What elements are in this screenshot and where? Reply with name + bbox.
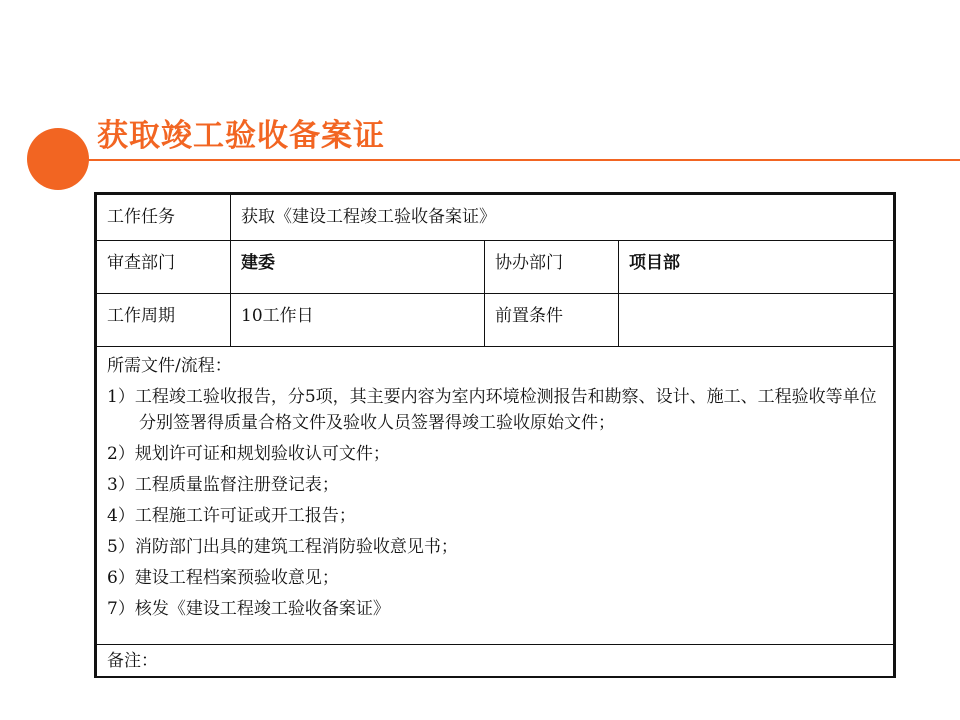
period-label: 工作周期 bbox=[97, 294, 231, 347]
task-value: 获取《建设工程竣工验收备案证》 bbox=[231, 195, 894, 241]
info-table bbox=[94, 192, 896, 678]
document-item: 2）规划许可证和规划验收认可文件； bbox=[107, 444, 390, 464]
review-dept-label: 审查部门 bbox=[97, 241, 231, 294]
title-divider bbox=[88, 159, 960, 161]
period-value: 10工作日 bbox=[231, 294, 485, 347]
precondition-label: 前置条件 bbox=[485, 294, 619, 347]
document-item: 7）核发《建设工程竣工验收备案证》 bbox=[107, 599, 390, 619]
decorative-orange-circle bbox=[27, 128, 89, 190]
table-row-documents bbox=[97, 347, 894, 645]
page-title: 获取竣工验收备案证 bbox=[97, 118, 385, 154]
assist-dept-label: 协办部门 bbox=[485, 241, 619, 294]
notes-label: 备注： bbox=[97, 645, 894, 677]
table-row-departments bbox=[97, 241, 894, 294]
documents-cell bbox=[97, 347, 894, 645]
document-item: 4）工程施工许可证或开工报告； bbox=[107, 506, 356, 526]
review-dept-value: 建委 bbox=[231, 241, 485, 294]
document-item: 3）工程质量监督注册登记表； bbox=[107, 475, 339, 495]
table-row-task bbox=[97, 195, 894, 241]
table-row-notes bbox=[97, 645, 894, 677]
task-label: 工作任务 bbox=[97, 195, 231, 241]
precondition-value bbox=[619, 294, 894, 347]
document-item: 1）工程竣工验收报告，分5项，其主要内容为室内环境检测报告和勘察、设计、施工、工程验收等单位分别签署得质量合格文件及验收人员签署得竣工验收原始文件； bbox=[107, 387, 877, 433]
table-row-period bbox=[97, 294, 894, 347]
document-item: 5）消防部门出具的建筑工程消防验收意见书； bbox=[107, 537, 458, 557]
assist-dept-value: 项目部 bbox=[619, 241, 894, 294]
document-item: 6）建设工程档案预验收意见； bbox=[107, 568, 339, 588]
documents-heading: 所需文件/流程： bbox=[107, 356, 232, 376]
